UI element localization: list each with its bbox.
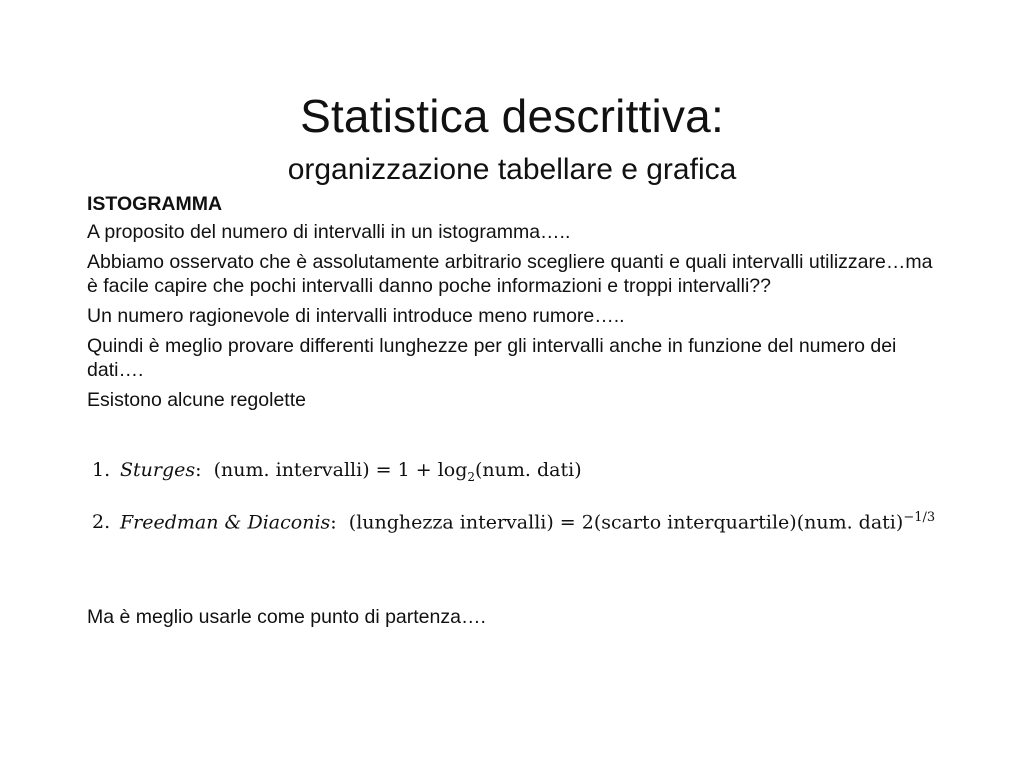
slide-title: Statistica descrittiva: [300,90,724,142]
formula-sturges [92,458,932,489]
formula-number: 2. [92,511,111,534]
formula-name: Sturges [120,459,196,481]
formula-log-base: 2 [467,469,476,484]
slide-subtitle: organizzazione tabellare e grafica [287,153,737,186]
paragraph: Esistono alcune regolette [87,389,306,411]
formula-freedman-diaconis [92,506,936,534]
formula-exponent: −1/3 [903,509,936,525]
formula-number: 1. [92,459,111,481]
formula-expression: (lunghezza intervalli) = 2(scarto interquartile)(num. dati) [348,511,904,534]
formula-list [92,458,936,551]
slide-body [87,192,937,418]
formula-colon: : [195,459,202,481]
paragraph: Abbiamo osservato che è assolutamente arbitrario scegliere quanti e quali intervalli utilizzare…ma è facile capire che pochi intervalli danno poche informazioni e troppi intervalli?? [87,251,933,297]
formula-name: Freedman & Diaconis [120,511,331,534]
section-heading: ISTOGRAMMA [87,193,223,215]
formula-expression-right: (num. dati) [475,459,582,481]
closing-text: Ma è meglio usarle come punto di partenza…. [87,606,486,628]
paragraph: Quindi è meglio provare differenti lunghezze per gli intervalli anche in funzione del numero dei dati…. [87,335,897,381]
formula-expression: (num. intervalli) = 1 + log [213,459,468,481]
paragraph: Un numero ragionevole di intervalli introduce meno rumore….. [87,305,625,327]
formula-colon: : [330,511,337,534]
paragraph: A proposito del numero di intervalli in un istogramma….. [87,221,571,243]
